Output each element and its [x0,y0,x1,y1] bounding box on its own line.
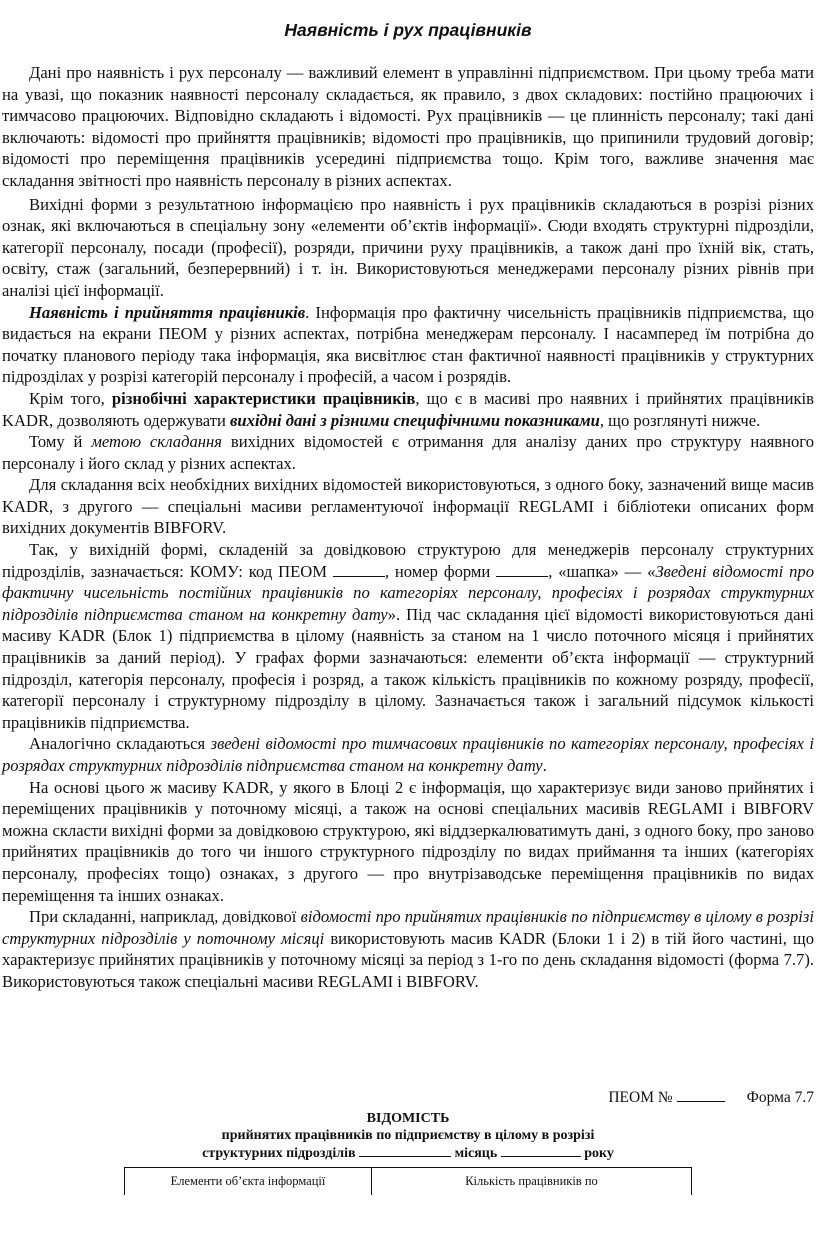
paragraph-7 [2,539,814,733]
paragraph-5 [2,431,814,474]
paragraph-7-a: Так, у вихідній формі, складеній за довідковою структурою для менеджерів персоналу структурних підрозділів, зазначається: КОМУ: код ПЕОМ [2,540,814,581]
table-header-elements: Елементи об’єкта інформації [125,1168,372,1195]
paragraph-7-e: ». Під час складання цієї відомості використовуються дані масиву KADR (Блок 1) підприємства в цілому (наявність за станом на 1 число поточного місяця і прийнятих працівників за даний період). У графах форми зазначаються: елементи об’єкта інформації — структурний підрозділ, категорія персоналу, професія і розряд, а також кількість працівників по кожному розряду, професії, категорії персоналу і структурному підрозділу в цілому. Зазначається також і загальний підсумок кількості працівників підприємства. [2,604,814,732]
paragraph-8-italic: зведені відомості про тимчасових працівників по категоріях персоналу, професіях і розрядах структурних підрозділів підприємства станом на конкретну дату [2,734,814,775]
paragraph-7-b: , номер форми [384,561,497,581]
paragraph-6: Для складання всіх необхідних вихідних відомостей використовуються, з одного боку, зазначений вище масив KADR, з другого — спеціальні масиви регламентуючої інформації REGLAMI і бібліотеки описаних форм вихідних документів BIBFORV. [2,475,814,538]
paragraph-3-lead: Наявність і прийняття працівників [29,302,306,322]
table-header-count: Кількість працівників по [465,1174,598,1188]
paragraph-7-c: , «шапка» — « [548,561,656,581]
statement-table-header [124,1167,692,1195]
paragraph-2: Вихідні форми з результатною інформацією про наявність і рух працівників складаються в розрізі різних ознак, які включаються в спеціальну зону «елементи об’єктів інформації». Сюди входять структурні підрозділи, категорії персоналу, посади (професії), розряди, причини руху працівників, а також дані про їхній вік, стать, освіту, стаж (загальний, безперервний) і т. ін. Використовуються менеджерами персоналу різних рівнів при аналізі цієї інформації. [2,194,814,300]
paragraph-3-rest: . Інформація про фактичну чисельність працівників підприємства, що видається на екрани ПЕОМ у різних аспектах, потрібна менеджерам персоналу. І насамперед їм потрібна до початку планового періоду така інформація, яка висвітлює стан фактичної наявності працівників у структурних підрозділах у розрізі категорій персоналу і професій, а часом і розрядів. [2,302,814,387]
statement-month-label: місяць [454,1146,498,1161]
paragraph-8-c: . [542,756,547,775]
paragraph-9: На основі цього ж масиву KADR, у якого в Блоці 2 є інформація, що характеризує види заново прийнятих і переміщених працівників у поточному місяці, а також на основі спеціальних масивів REGLAMI і BIBFORV можна скласти вихідні форми за довідковою структурою, які віддзеркалюватимуть дані, з одного боку, про заново прийнятих працівників до того чи іншого структурного підрозділу по видах приймання та інших (категоріях персоналу, професіях тощо) ознаках, з другого — про внутрізаводське переміщення працівників по видах переміщення та інших ознаках. [2,777,814,905]
paragraph-10-c: використовують масив KADR (Блоки 1 і 2) в тій його частині, що характеризує прийнятих працівників у поточному місяці за період з 1-го по день складання відомості (форма 7.7). Використовуються також спеціальні масиви REGLAMI і BIBFORV. [2,928,814,991]
subdivisions-blank [359,1144,451,1157]
paragraph-4 [2,388,814,431]
month-blank [501,1144,581,1157]
paragraph-10-italic: відомості про прийнятих працівників по підприємству в цілому в розрізі структурних підрозділів у поточному місяці [2,907,814,948]
paragraph-3 [2,302,814,388]
paragraph-8 [2,733,814,776]
paragraph-5-c: вихідних відомостей є отримання для аналізу даних про структуру наявного персоналу і його склад у різних аспектах. [2,432,814,473]
section-heading: Наявність і рух працівників [284,20,532,40]
paragraph-4-bold: різнобічні характеристики працівників [111,388,416,408]
statement-title-line-1: ВІДОМІСТЬ [366,1111,450,1126]
statement-title-line-2: прийнятих працівників по підприємству в цілому в розрізі [221,1128,595,1143]
form-number-blank [496,562,548,577]
document-body [2,62,814,993]
paragraph-4-c: , що є в масиві про наявних і прийнятих працівників KADR, дозволяють одержувати [2,388,814,430]
paragraph-4-a: Крім того, [29,388,112,408]
paragraph-4-bold-italic: вихідні дані з різними специфічними показниками [230,410,600,430]
paragraph-5-italic: метою складання [91,432,222,452]
paragraph-8-a: Аналогічно складаються [29,734,211,754]
statement-title [0,1110,816,1162]
form-reference [608,1087,814,1107]
paragraph-4-e: , що розглянуті нижче. [599,410,761,430]
peom-code-blank [333,562,385,577]
peom-number-blank [677,1087,725,1102]
statement-year-label: року [584,1146,614,1161]
statement-subdivisions-label: структурних підрозділів [202,1146,356,1161]
paragraph-7-italic: Зведені відомості про фактичну чисельність постійних працівників по категоріях персоналу, професіях і розрядах структурних підрозділів підприємства станом на конкретну дату [2,561,814,624]
peom-number-label: ПЕОМ № [608,1089,673,1106]
paragraph-5-a: Тому й [29,432,92,452]
paragraph-10-a: При складанні, наприклад, довідкової [29,907,301,927]
form-number-label: Форма 7.7 [746,1089,814,1106]
paragraph-10 [2,906,814,992]
statement-title-line-3 [0,1144,816,1162]
paragraph-1: Дані про наявність і рух персоналу — важливий елемент в управлінні підприємством. При цьому треба мати на увазі, що показник наявності персоналу складається, як правило, з двох складових: постійно працюючих і тимчасово працюючих. Відповідно складають і відомості. Рух працівників — це плинність персоналу; такі дані включають: відомості про прийняття працівників; відомості про працівників, що припинили трудовий договір; відомості про переміщення працівників усередині підприємства тощо. Крім того, важливе значення має складання звітності про наявність персоналу в різних аспектах. [2,63,814,190]
